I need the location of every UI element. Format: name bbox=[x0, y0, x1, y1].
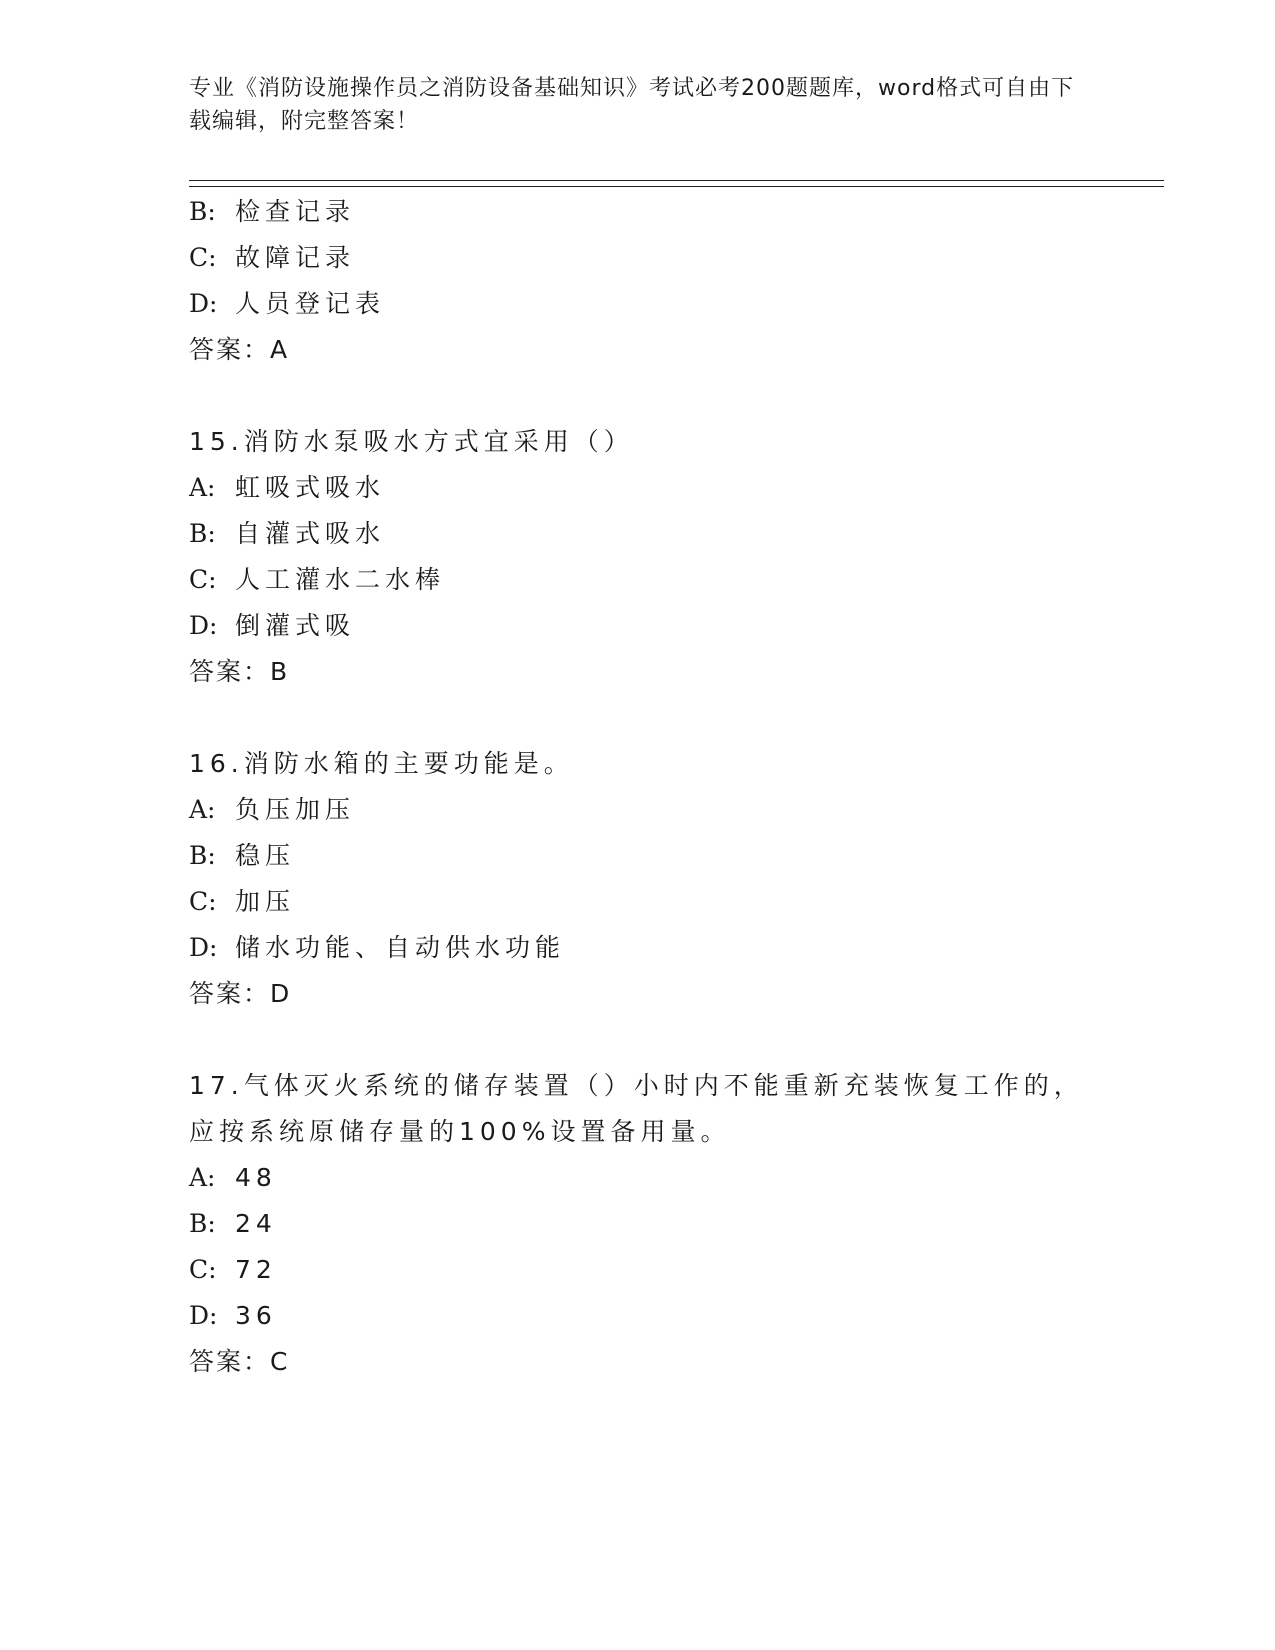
question-text: 17.气体灭火系统的储存装置（）小时内不能重新充装恢复工作的，应按系统原储存量的100%设置备用量。 bbox=[189, 1071, 1084, 1146]
option-d bbox=[189, 603, 1089, 649]
question-text: 16.消防水箱的主要功能是。 bbox=[189, 749, 574, 778]
option-text: 72 bbox=[235, 1255, 277, 1284]
page-header bbox=[189, 72, 1089, 138]
option-text: 负压加压 bbox=[235, 795, 356, 824]
option-letter: A: bbox=[189, 473, 216, 502]
option-letter: A: bbox=[189, 795, 216, 824]
option-d bbox=[189, 1293, 1089, 1339]
question-block-16 bbox=[189, 741, 1089, 1017]
option-text: 检查记录 bbox=[235, 197, 356, 226]
option-letter: B: bbox=[189, 1209, 216, 1238]
option-letter: D: bbox=[189, 933, 218, 962]
option-text: 虹吸式吸水 bbox=[235, 473, 386, 502]
option-text: 48 bbox=[235, 1163, 277, 1192]
question-block-17 bbox=[189, 1063, 1089, 1385]
option-text: 36 bbox=[235, 1301, 277, 1330]
option-b bbox=[189, 189, 1089, 235]
question-text: 15.消防水泵吸水方式宜采用（） bbox=[189, 427, 634, 456]
option-letter: D: bbox=[189, 1301, 218, 1330]
option-text: 倒灌式吸 bbox=[235, 611, 356, 640]
option-letter: B: bbox=[189, 841, 216, 870]
document-title: 专业《消防设施操作员之消防设备基础知识》考试必考200题题库，word格式可自由下载编辑，附完整答案！ bbox=[189, 76, 1075, 134]
answer-line: 答案：A bbox=[189, 335, 290, 364]
option-letter: B: bbox=[189, 519, 216, 548]
option-text: 储水功能、自动供水功能 bbox=[235, 933, 566, 962]
option-text: 故障记录 bbox=[235, 243, 356, 272]
answer-line: 答案：D bbox=[189, 979, 292, 1008]
question-block-15 bbox=[189, 419, 1089, 695]
option-letter: D: bbox=[189, 611, 218, 640]
answer-line: 答案：B bbox=[189, 657, 290, 686]
option-b bbox=[189, 1201, 1089, 1247]
option-text: 稳压 bbox=[235, 841, 296, 870]
option-d bbox=[189, 925, 1089, 971]
option-letter: D: bbox=[189, 289, 218, 318]
option-text: 人工灌水二水棒 bbox=[235, 565, 446, 594]
option-c bbox=[189, 879, 1089, 925]
option-a bbox=[189, 1155, 1089, 1201]
option-letter: C: bbox=[189, 565, 217, 594]
option-c bbox=[189, 235, 1089, 281]
option-text: 自灌式吸水 bbox=[235, 519, 386, 548]
option-letter: C: bbox=[189, 1255, 217, 1284]
option-c bbox=[189, 1247, 1089, 1293]
option-c bbox=[189, 557, 1089, 603]
option-a bbox=[189, 787, 1089, 833]
option-text: 24 bbox=[235, 1209, 277, 1238]
option-letter: C: bbox=[189, 887, 217, 916]
option-letter: C: bbox=[189, 243, 217, 272]
option-letter: B: bbox=[189, 197, 216, 226]
option-a bbox=[189, 465, 1089, 511]
option-text: 人员登记表 bbox=[235, 289, 386, 318]
option-letter: A: bbox=[189, 1163, 216, 1192]
option-d bbox=[189, 281, 1089, 327]
answer-line: 答案：C bbox=[189, 1347, 290, 1376]
option-text: 加压 bbox=[235, 887, 296, 916]
option-b bbox=[189, 511, 1089, 557]
option-b bbox=[189, 833, 1089, 879]
question-block-14 bbox=[189, 189, 1089, 373]
header-divider bbox=[189, 180, 1164, 187]
question-list bbox=[189, 189, 1089, 1385]
